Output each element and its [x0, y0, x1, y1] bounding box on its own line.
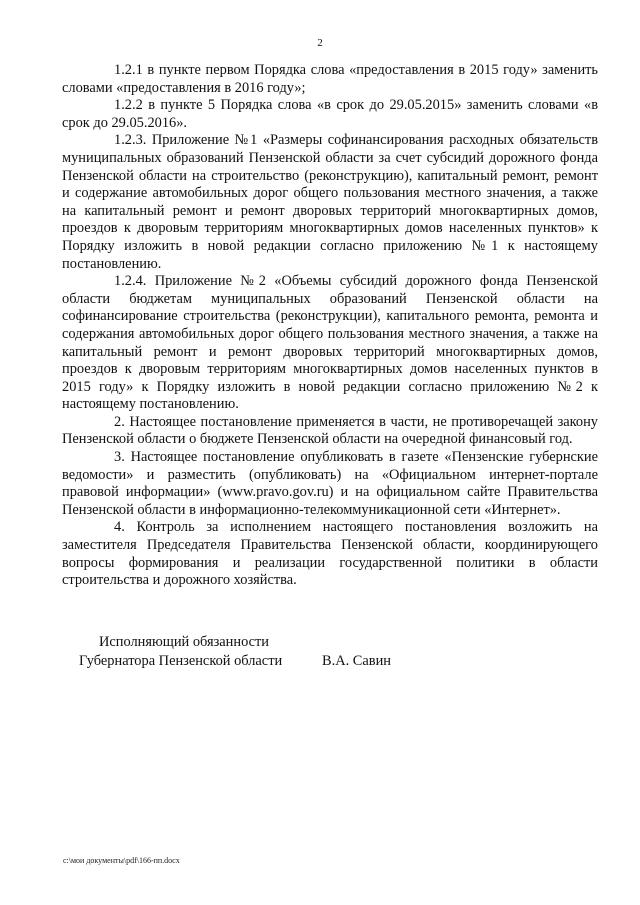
footer-file-path: c:\мои документы\pdf\166-пп.docx [63, 856, 180, 865]
page-number: 2 [317, 37, 323, 49]
signatory-name: В.А. Савин [322, 653, 391, 669]
paragraph-3: 3. Настоящее постановление опубликовать в газете «Пензенские губернские ведомости» и разместить (опубликовать) на «Официальном интернет-портале правовой информации» (www.pravo.gov.ru) и на официальном сайте Правительства Пензенской области в информационно-телекоммуникационной сети «Интернет». [62, 449, 598, 518]
signatory-role: Исполняющий обязанности [99, 634, 270, 650]
paragraph-2: 2. Настоящее постановление применяется в части, не противоречащей закону Пензенской области о бюджете Пензенской области на очередной финансовый год. [62, 413, 598, 448]
paragraph-1-2-4: 1.2.4. Приложение №2 «Объемы субсидий дорожного фонда Пензенской области бюджетам муниципальных образований Пензенской области на софинансирование строительства (реконструкции), капитального ремонта, ремонта и содержания автомобильных дорог общего пользования местного значения, а также на капитальный ремонт и ремонт дворовых территорий многоквартирных домов, проездов к дворовым территориям многоквартирных домов населенных пунктов в 2015 году» к Порядку изложить в новой редакции согласно приложению №2 к настоящему постановлению. [62, 273, 598, 413]
paragraph-4: 4. Контроль за исполнением настоящего постановления возложить на заместителя Председателя Правительства Пензенской области, координирующего вопросы формирования и реализации государственной политики в области строительства и дорожного хозяйства. [62, 519, 598, 589]
paragraph-1-2-1: 1.2.1 в пункте первом Порядка слова «предоставления в 2015 году» заменить словами «предоставления в 2016 году»; [62, 62, 598, 96]
signatory-office: Губернатора Пензенской области [79, 653, 283, 669]
document-body [62, 62, 598, 590]
paragraph-1-2-3: 1.2.3. Приложение №1 «Размеры софинансирования расходных обязательств муниципальных образований Пензенской области за счет субсидий дорожного фонда Пензенской области на строительство (реконструкцию), капитальный ремонт, ремонт и содержание автомобильных дорог общего пользования местного значения, а также на капитальный ремонт и ремонт дворовых территорий многоквартирных домов, проездов к дворовым территориям многоквартирных домов населенных пунктов» к Порядку изложить в новой редакции согласно приложению №1 к настоящему постановлению. [62, 132, 598, 272]
paragraph-1-2-2: 1.2.2 в пункте 5 Порядка слова «в срок до 29.05.2015» заменить словами «в срок до 29.05.2016». [62, 97, 598, 131]
